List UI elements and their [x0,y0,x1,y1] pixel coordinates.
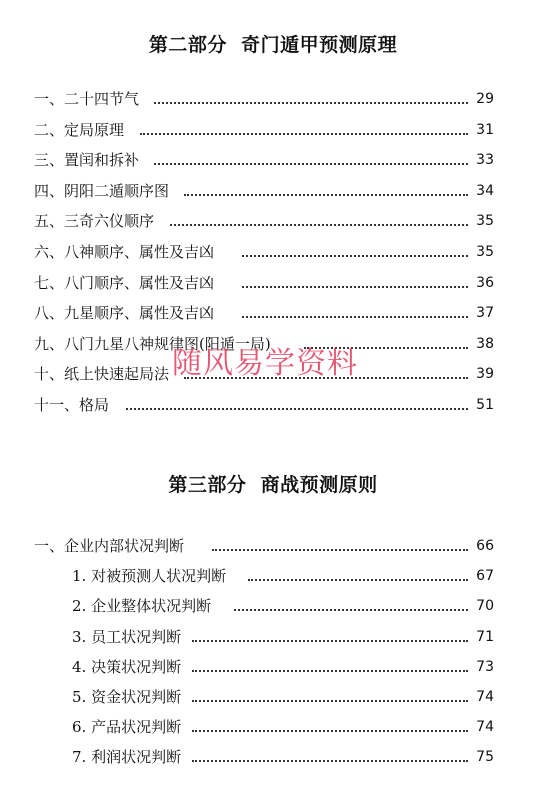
watermark: 随风易学资料 [172,346,358,381]
toc-entry [0,120,546,140]
toc-leader-dots [192,730,468,732]
toc-leader-dots [248,579,468,581]
toc-entry-label: 2. 企业整体状况判断 [72,597,212,616]
toc-entry-page: 74 [476,719,494,736]
toc-leader-dots [242,255,468,257]
toc-entry-page: 66 [476,538,494,554]
toc-entry-label: 八、九星顺序、属性及吉凶 [34,304,215,323]
toc-entry-page: 35 [476,244,494,260]
toc-entry-label: 五、三奇六仪顺序 [34,212,155,231]
toc-entry [0,747,546,767]
toc-entry-page: 36 [476,274,494,291]
toc-entry-label: 九、八门九星八神规律图(阳遁一局) [34,334,271,353]
toc-entry-label: 六、八神顺序、属性及吉凶 [34,243,215,261]
toc-entry-label: 1. 对被预测人状况判断 [72,567,227,586]
toc-entry-label: 一、企业内部状况判断 [34,537,185,555]
toc-leader-dots [192,700,468,702]
toc-leader-dots [192,670,468,672]
toc-entry-page: 35 [476,213,494,230]
toc-entry [0,627,546,647]
toc-leader-dots [184,194,468,196]
toc-leader-dots [212,549,468,551]
toc-entry-label: 四、阴阳二遁顺序图 [34,181,170,200]
toc-entry [0,211,546,231]
part3-title: 第三部分 商战预测原则 [168,474,378,496]
toc-entry [0,181,546,201]
toc-entry-page: 31 [476,121,494,138]
toc-entry-label: 二、定局原理 [34,120,125,139]
toc-entry-label: 3. 员工状况判断 [72,627,182,646]
toc-leader-dots [192,640,468,642]
toc-entry-page: 71 [476,628,494,645]
toc-entry-label: 十一、格局 [34,396,110,414]
toc-entry [0,687,546,707]
toc-leader-dots [140,133,468,135]
toc-entry [0,596,546,616]
toc-leader-dots [154,102,468,104]
toc-entry-page: 38 [476,335,494,352]
toc-entry [0,566,546,586]
toc-entry-label: 七、八门顺序、属性及吉凶 [34,273,215,292]
toc-entry-label: 5. 资金状况判断 [72,688,182,706]
toc-entry-page: 70 [476,598,494,615]
toc-entry-label: 十、纸上快速起局法 [34,365,170,384]
toc-entry-page: 51 [476,397,494,413]
toc-entry [0,657,546,677]
toc-leader-dots [170,224,468,226]
toc-entry [0,303,546,323]
toc-entry-page: 34 [476,182,494,199]
toc-entry-page: 75 [476,749,494,766]
toc-leader-dots [192,760,468,762]
toc-entry-label: 一、二十四节气 [34,90,140,108]
toc-leader-dots [242,286,468,288]
toc-entry [0,150,546,170]
toc-entry-page: 67 [476,568,494,585]
toc-entry-page: 73 [476,658,494,675]
toc-entry-page: 29 [476,91,494,107]
toc-entry-label: 4. 决策状况判断 [72,657,182,676]
toc-entry-label: 7. 利润状况判断 [72,748,182,767]
toc-entry [0,273,546,293]
toc-leader-dots [242,316,468,318]
toc-leader-dots [234,609,468,611]
toc-entry [0,89,546,109]
toc-leader-dots [154,163,468,165]
toc-entry [0,536,546,556]
toc-entry [0,242,546,262]
toc-entry-page: 33 [476,152,494,169]
toc-entry [0,395,546,415]
toc-leader-dots [126,408,468,410]
toc-entry-label: 三、置闰和拆补 [34,151,140,170]
toc-entry-page: 74 [476,689,494,705]
toc-entry-page: 39 [476,366,494,383]
toc-entry-page: 37 [476,305,494,322]
toc-entry-label: 6. 产品状况判断 [72,718,182,737]
part2-title: 第二部分 奇门遁甲预测原理 [148,34,398,56]
toc-entry [0,717,546,737]
